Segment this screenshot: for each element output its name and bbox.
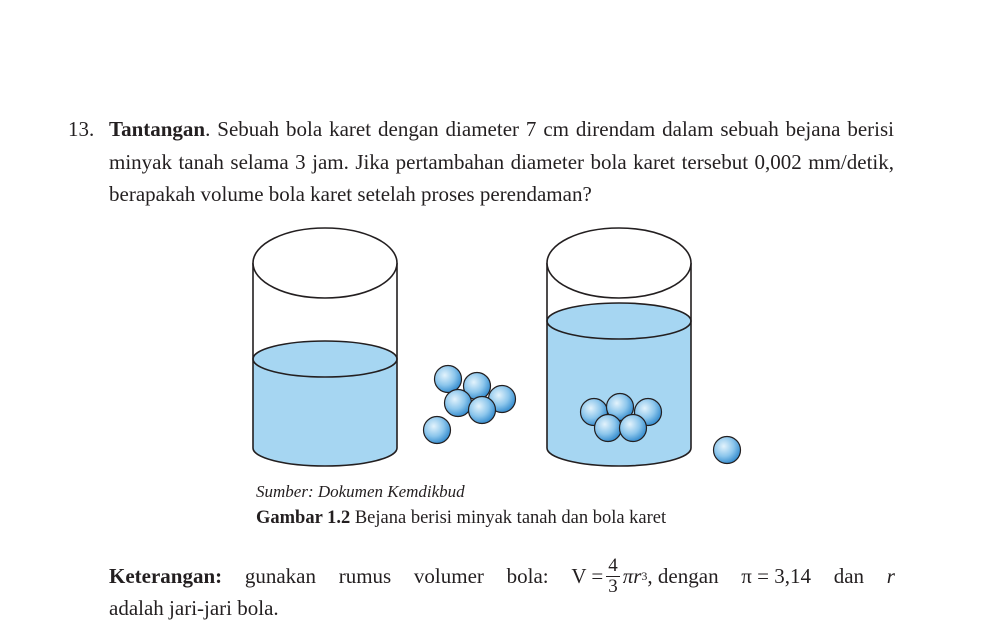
- pi-value: π = 3,14: [741, 564, 811, 588]
- ball: [620, 415, 647, 442]
- formula-after: , dengan: [647, 564, 719, 588]
- formula-fraction: [606, 556, 620, 597]
- problem-body: [109, 113, 894, 211]
- problem-text: . Sebuah bola karet dengan diameter 7 cm direndam dalam sebuah bejana berisi minyak tanah selama 3 jam. Jika pertambahan diameter bola karet tersebut 0,002 mm/detik, berapakah volume bola karet setelah proses perendaman?: [109, 117, 894, 206]
- fraction-denominator: 3: [608, 575, 618, 597]
- problem-number: 13.: [68, 117, 95, 141]
- ball: [595, 415, 622, 442]
- ball: [445, 390, 472, 417]
- volume-formula: [571, 556, 718, 597]
- beaker-left: [253, 228, 397, 466]
- problem-title: Tantangan: [109, 117, 206, 141]
- vessels-illustration: [245, 222, 755, 472]
- note-line-2: adalah jari-jari bola.: [109, 596, 279, 620]
- figure-vessels: [245, 222, 755, 472]
- formula-r: r: [633, 564, 642, 588]
- note-r: r: [886, 564, 895, 588]
- note-word: volumer: [413, 564, 484, 588]
- note-word: rumus: [338, 564, 392, 588]
- fraction-numerator: 4: [608, 554, 618, 576]
- problem-13: [68, 113, 894, 211]
- note-line-1: [109, 554, 895, 597]
- ball: [469, 397, 496, 424]
- beaker-right: [547, 228, 691, 466]
- beaker-right-rim: [547, 228, 691, 298]
- beaker-right-liquid-surface: [547, 303, 691, 339]
- figure-caption-label: Gambar 1.2: [256, 508, 351, 528]
- ball: [424, 417, 451, 444]
- ball: [435, 366, 462, 393]
- figure-caption-text: Bejana berisi minyak tanah dan bola karet: [354, 508, 667, 528]
- formula-v: V =: [571, 564, 604, 588]
- figure-caption: [256, 508, 666, 529]
- formula-pi: π: [622, 564, 634, 588]
- balls-outside-left: [424, 366, 516, 444]
- note: [109, 554, 895, 626]
- figure-source: Sumber: Dokumen Kemdikbud: [256, 482, 465, 501]
- note-word: bola:: [506, 564, 549, 588]
- ball-outside-right: [714, 437, 741, 464]
- note-word: dan: [833, 564, 865, 588]
- formula-exponent: 3: [641, 569, 648, 583]
- note-word: gunakan: [244, 564, 317, 588]
- beaker-left-liquid-surface: [253, 341, 397, 377]
- note-label: Keterangan:: [109, 564, 223, 588]
- beaker-left-rim: [253, 228, 397, 298]
